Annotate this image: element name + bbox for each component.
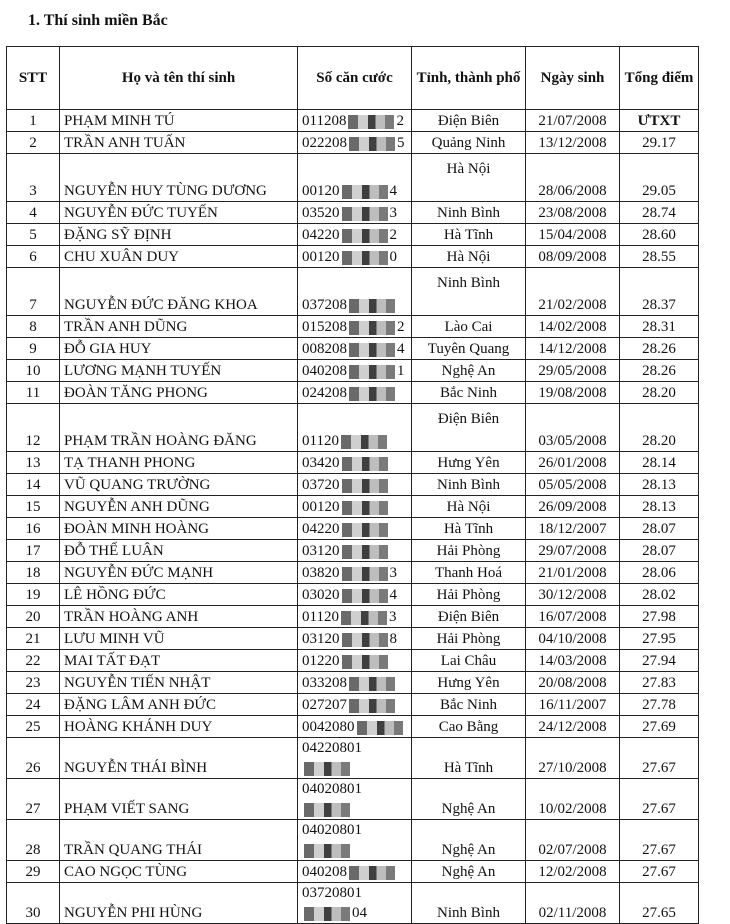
row-score: 28.13: [620, 496, 699, 518]
row-stt: 17: [7, 540, 60, 562]
id-suffix: 2: [397, 319, 405, 335]
row-stt: 14: [7, 474, 60, 496]
header-id: Số căn cước: [298, 47, 412, 110]
id-suffix: 0: [389, 249, 397, 265]
redaction-blur: [342, 523, 388, 537]
id-prefix: 033208: [302, 675, 347, 691]
table-row: [7, 779, 699, 820]
row-score: 28.02: [620, 584, 699, 606]
table-row: [7, 694, 699, 716]
row-province: Ninh Bình: [412, 268, 526, 316]
row-dob: 24/12/2008: [526, 716, 620, 738]
row-province: Hà Nội: [412, 154, 526, 202]
row-name: ĐẶNG SỸ ĐỊNH: [60, 224, 298, 246]
redaction-blur: [304, 844, 350, 858]
id-prefix: 01120: [302, 609, 339, 625]
row-stt: 6: [7, 246, 60, 268]
row-id-number: [298, 779, 412, 820]
row-dob: 27/10/2008: [526, 738, 620, 779]
row-id-number: [298, 338, 412, 360]
table-row: [7, 474, 699, 496]
row-stt: 26: [7, 738, 60, 779]
row-dob: 18/12/2007: [526, 518, 620, 540]
row-province: Hà Tĩnh: [412, 518, 526, 540]
redaction-blur: [342, 479, 388, 493]
id-prefix: 040208: [302, 363, 347, 379]
row-dob: 04/10/2008: [526, 628, 620, 650]
id-suffix: 2: [396, 113, 404, 129]
redaction-blur: [342, 229, 388, 243]
redaction-blur: [341, 611, 387, 625]
row-id-number: [298, 474, 412, 496]
header-name: Họ và tên thí sinh: [60, 47, 298, 110]
row-stt: 5: [7, 224, 60, 246]
row-score: 27.69: [620, 716, 699, 738]
row-id-number: [298, 883, 412, 924]
table-row: [7, 202, 699, 224]
row-id-number: [298, 562, 412, 584]
row-dob: 08/09/2008: [526, 246, 620, 268]
row-name: VŨ QUANG TRƯỜNG: [60, 474, 298, 496]
row-id-number: [298, 110, 412, 132]
row-province: Hà Tĩnh: [412, 738, 526, 779]
row-stt: 25: [7, 716, 60, 738]
row-dob: 14/02/2008: [526, 316, 620, 338]
row-province: Ninh Bình: [412, 202, 526, 224]
row-stt: 29: [7, 861, 60, 883]
redaction-blur: [342, 633, 388, 647]
row-dob: 12/02/2008: [526, 861, 620, 883]
redaction-blur: [349, 866, 395, 880]
row-name: ĐỖ THẾ LUÂN: [60, 540, 298, 562]
row-score: 28.26: [620, 338, 699, 360]
id-prefix: 024208: [302, 385, 347, 401]
redaction-blur: [349, 137, 395, 151]
row-id-number: [298, 694, 412, 716]
row-stt: 19: [7, 584, 60, 606]
row-name: PHẠM MINH TÚ: [60, 110, 298, 132]
row-score: 29.05: [620, 154, 699, 202]
id-prefix: 015208: [302, 319, 347, 335]
row-dob: 30/12/2008: [526, 584, 620, 606]
row-dob: 26/09/2008: [526, 496, 620, 518]
row-id-number: [298, 202, 412, 224]
row-name: NGUYỄN ĐỨC ĐĂNG KHOA: [60, 268, 298, 316]
table-row: [7, 820, 699, 861]
row-score: 28.60: [620, 224, 699, 246]
id-suffix: 4: [389, 183, 397, 199]
row-dob: 28/06/2008: [526, 154, 620, 202]
row-dob: 23/08/2008: [526, 202, 620, 224]
row-stt: 3: [7, 154, 60, 202]
row-name: ĐỖ GIA HUY: [60, 338, 298, 360]
row-score: 28.06: [620, 562, 699, 584]
redaction-blur: [304, 907, 350, 921]
row-dob: 21/02/2008: [526, 268, 620, 316]
row-stt: 18: [7, 562, 60, 584]
table-row: [7, 861, 699, 883]
table-header-row: [7, 47, 699, 110]
redaction-blur: [349, 343, 395, 357]
table-row: [7, 716, 699, 738]
row-province: Điện Biên: [412, 606, 526, 628]
redaction-blur: [304, 762, 350, 776]
redaction-blur: [349, 299, 395, 313]
row-id-number: [298, 316, 412, 338]
row-name: MAI TẤT ĐẠT: [60, 650, 298, 672]
row-stt: 12: [7, 404, 60, 452]
row-name: LÊ HỒNG ĐỨC: [60, 584, 298, 606]
row-stt: 27: [7, 779, 60, 820]
id-prefix: 037208: [302, 297, 347, 313]
row-dob: 29/07/2008: [526, 540, 620, 562]
row-dob: 26/01/2008: [526, 452, 620, 474]
row-province: Điện Biên: [412, 404, 526, 452]
id-prefix: 00120: [302, 183, 340, 199]
row-score: 27.67: [620, 861, 699, 883]
row-score: 28.13: [620, 474, 699, 496]
table-row: [7, 382, 699, 404]
row-province: Bắc Ninh: [412, 382, 526, 404]
row-score: 27.78: [620, 694, 699, 716]
table-row: [7, 404, 699, 452]
row-stt: 1: [7, 110, 60, 132]
row-score: 27.67: [620, 779, 699, 820]
header-score: Tổng điểm: [620, 47, 699, 110]
row-stt: 28: [7, 820, 60, 861]
redaction-blur: [349, 677, 395, 691]
row-id-number: [298, 861, 412, 883]
table-row: [7, 316, 699, 338]
id-prefix: 00120: [302, 249, 340, 265]
row-score: 28.55: [620, 246, 699, 268]
row-dob: 02/07/2008: [526, 820, 620, 861]
row-name: ĐOÀN TĂNG PHONG: [60, 382, 298, 404]
row-stt: 2: [7, 132, 60, 154]
row-name: PHẠM TRẦN HOÀNG ĐĂNG: [60, 404, 298, 452]
row-stt: 13: [7, 452, 60, 474]
row-dob: 29/05/2008: [526, 360, 620, 382]
id-prefix: 03820: [302, 565, 340, 581]
row-province: Điện Biên: [412, 110, 526, 132]
row-stt: 8: [7, 316, 60, 338]
header-stt: STT: [7, 47, 60, 110]
id-prefix: 011208: [302, 113, 347, 129]
row-score: 28.07: [620, 540, 699, 562]
redaction-blur: [342, 207, 388, 221]
table-row: [7, 738, 699, 779]
redaction-blur: [342, 185, 388, 199]
row-name: NGUYỄN HUY TÙNG DƯƠNG: [60, 154, 298, 202]
row-name: TRẦN QUANG THÁI: [60, 820, 298, 861]
id-suffix: 8: [389, 631, 397, 647]
row-id-number: [298, 518, 412, 540]
row-province: Hưng Yên: [412, 672, 526, 694]
redaction-blur: [349, 365, 395, 379]
row-stt: 20: [7, 606, 60, 628]
row-name: TRẦN ANH DŨNG: [60, 316, 298, 338]
row-score: 28.20: [620, 404, 699, 452]
row-province: Hà Nội: [412, 246, 526, 268]
row-name: NGUYỄN PHI HÙNG: [60, 883, 298, 924]
row-dob: 16/07/2008: [526, 606, 620, 628]
id-prefix: 03120: [302, 631, 340, 647]
row-score: 27.65: [620, 883, 699, 924]
row-id-number: [298, 246, 412, 268]
row-id-number: [298, 154, 412, 202]
row-score: 27.98: [620, 606, 699, 628]
row-dob: 03/05/2008: [526, 404, 620, 452]
id-prefix: 03120: [302, 543, 340, 559]
redaction-blur: [348, 115, 394, 129]
row-stt: 4: [7, 202, 60, 224]
redaction-blur: [349, 321, 395, 335]
table-row: [7, 883, 699, 924]
table-row: [7, 224, 699, 246]
table-row: [7, 154, 699, 202]
id-suffix: 3: [389, 565, 397, 581]
row-dob: 02/11/2008: [526, 883, 620, 924]
row-province: Ninh Bình: [412, 883, 526, 924]
row-dob: 15/04/2008: [526, 224, 620, 246]
table-row: [7, 246, 699, 268]
row-score: 27.94: [620, 650, 699, 672]
table-row: [7, 452, 699, 474]
redaction-blur: [357, 721, 403, 735]
row-name: NGUYỄN THÁI BÌNH: [60, 738, 298, 779]
row-score: 29.17: [620, 132, 699, 154]
row-province: Hà Tĩnh: [412, 224, 526, 246]
redaction-blur: [349, 387, 395, 401]
table-row: [7, 360, 699, 382]
row-stt: 9: [7, 338, 60, 360]
row-province: Hà Nội: [412, 496, 526, 518]
table-row: [7, 540, 699, 562]
row-dob: 16/11/2007: [526, 694, 620, 716]
row-dob: 05/05/2008: [526, 474, 620, 496]
id-prefix: 04020801: [302, 781, 362, 797]
id-suffix: 1: [397, 363, 405, 379]
row-score: 28.74: [620, 202, 699, 224]
row-province: Nghệ An: [412, 820, 526, 861]
table-body: [7, 110, 699, 924]
redaction-blur: [342, 501, 388, 515]
table-row: [7, 338, 699, 360]
row-id-number: [298, 224, 412, 246]
row-name: CAO NGỌC TÙNG: [60, 861, 298, 883]
row-id-number: [298, 382, 412, 404]
id-prefix: 0042080: [302, 719, 355, 735]
id-suffix: 5: [397, 135, 405, 151]
table-row: [7, 584, 699, 606]
table-row: [7, 672, 699, 694]
row-score: 28.07: [620, 518, 699, 540]
id-prefix: 03720: [302, 477, 340, 493]
row-name: TẠ THANH PHONG: [60, 452, 298, 474]
row-score: 27.67: [620, 738, 699, 779]
row-score: 28.20: [620, 382, 699, 404]
row-province: Nghệ An: [412, 779, 526, 820]
redaction-blur: [304, 803, 350, 817]
table-row: [7, 268, 699, 316]
id-prefix: 03420: [302, 455, 340, 471]
header-dob: Ngày sinh: [526, 47, 620, 110]
row-dob: 10/02/2008: [526, 779, 620, 820]
redaction-blur: [342, 589, 388, 603]
redaction-blur: [342, 457, 388, 471]
header-province: Tỉnh, thành phố: [412, 47, 526, 110]
row-province: Nghệ An: [412, 360, 526, 382]
row-id-number: [298, 540, 412, 562]
row-stt: 30: [7, 883, 60, 924]
id-prefix: 04220801: [302, 740, 362, 756]
redaction-blur: [349, 699, 395, 713]
id-prefix: 008208: [302, 341, 347, 357]
row-province: Cao Bằng: [412, 716, 526, 738]
id-suffix: 04: [352, 905, 367, 921]
redaction-blur: [342, 567, 388, 581]
row-name: LƯƠNG MẠNH TUYẾN: [60, 360, 298, 382]
id-prefix: 03520: [302, 205, 340, 221]
row-id-number: [298, 628, 412, 650]
table-row: [7, 650, 699, 672]
row-id-number: [298, 672, 412, 694]
table-row: [7, 562, 699, 584]
row-province: Quảng Ninh: [412, 132, 526, 154]
row-province: Hải Phòng: [412, 584, 526, 606]
row-stt: 22: [7, 650, 60, 672]
row-score: ƯTXT: [620, 110, 699, 132]
row-stt: 15: [7, 496, 60, 518]
id-suffix: 2: [389, 227, 397, 243]
row-province: Lào Cai: [412, 316, 526, 338]
row-score: 27.83: [620, 672, 699, 694]
redaction-blur: [341, 435, 387, 449]
section-title: 1. Thí sinh miền Bắc: [28, 12, 168, 29]
row-dob: 21/01/2008: [526, 562, 620, 584]
row-name: ĐOÀN MINH HOÀNG: [60, 518, 298, 540]
table-row: [7, 132, 699, 154]
row-id-number: [298, 132, 412, 154]
id-suffix: 4: [397, 341, 405, 357]
id-prefix: 01120: [302, 433, 339, 449]
row-score: 27.95: [620, 628, 699, 650]
table-row: [7, 110, 699, 132]
row-name: CHU XUÂN DUY: [60, 246, 298, 268]
row-stt: 11: [7, 382, 60, 404]
id-prefix: 04020801: [302, 822, 362, 838]
id-prefix: 027207: [302, 697, 347, 713]
redaction-blur: [342, 251, 388, 265]
id-suffix: 3: [389, 205, 397, 221]
row-province: Bắc Ninh: [412, 694, 526, 716]
table-row: [7, 606, 699, 628]
row-id-number: [298, 650, 412, 672]
row-id-number: [298, 738, 412, 779]
row-id-number: [298, 584, 412, 606]
row-score: 28.31: [620, 316, 699, 338]
row-dob: 13/12/2008: [526, 132, 620, 154]
redaction-blur: [342, 655, 388, 669]
row-stt: 10: [7, 360, 60, 382]
row-id-number: [298, 360, 412, 382]
row-stt: 24: [7, 694, 60, 716]
row-province: Hải Phòng: [412, 540, 526, 562]
table-row: [7, 628, 699, 650]
id-suffix: 4: [389, 587, 397, 603]
candidate-table: [6, 46, 699, 924]
id-prefix: 01220: [302, 653, 340, 669]
redaction-blur: [342, 545, 388, 559]
row-province: Ninh Bình: [412, 474, 526, 496]
row-id-number: [298, 716, 412, 738]
row-province: Lai Châu: [412, 650, 526, 672]
id-suffix: 3: [388, 609, 397, 625]
row-name: NGUYỄN ĐỨC TUYẾN: [60, 202, 298, 224]
id-prefix: 04220: [302, 227, 340, 243]
row-id-number: [298, 820, 412, 861]
table-row: [7, 518, 699, 540]
row-dob: 19/08/2008: [526, 382, 620, 404]
row-name: ĐẶNG LÂM ANH ĐỨC: [60, 694, 298, 716]
row-name: TRẦN ANH TUẤN: [60, 132, 298, 154]
row-name: NGUYỄN ĐỨC MẠNH: [60, 562, 298, 584]
row-id-number: [298, 404, 412, 452]
row-score: 28.14: [620, 452, 699, 474]
id-prefix: 040208: [302, 864, 347, 880]
row-name: TRẦN HOÀNG ANH: [60, 606, 298, 628]
row-name: HOÀNG KHÁNH DUY: [60, 716, 298, 738]
row-dob: 14/03/2008: [526, 650, 620, 672]
row-stt: 21: [7, 628, 60, 650]
row-province: Hưng Yên: [412, 452, 526, 474]
row-province: Hải Phòng: [412, 628, 526, 650]
row-stt: 16: [7, 518, 60, 540]
id-prefix: 022208: [302, 135, 347, 151]
row-dob: 20/08/2008: [526, 672, 620, 694]
row-province: Thanh Hoá: [412, 562, 526, 584]
row-id-number: [298, 496, 412, 518]
row-id-number: [298, 606, 412, 628]
row-id-number: [298, 452, 412, 474]
row-id-number: [298, 268, 412, 316]
id-prefix: 04220: [302, 521, 340, 537]
row-stt: 7: [7, 268, 60, 316]
row-name: NGUYỄN ANH DŨNG: [60, 496, 298, 518]
id-prefix: 03020: [302, 587, 340, 603]
id-prefix: 03720801: [302, 885, 362, 901]
row-stt: 23: [7, 672, 60, 694]
row-province: Nghệ An: [412, 861, 526, 883]
row-dob: 21/07/2008: [526, 110, 620, 132]
row-score: 28.37: [620, 268, 699, 316]
id-prefix: 00120: [302, 499, 340, 515]
table-row: [7, 496, 699, 518]
row-name: LƯU MINH VŨ: [60, 628, 298, 650]
row-name: NGUYỄN TIẾN NHẬT: [60, 672, 298, 694]
row-score: 28.26: [620, 360, 699, 382]
row-name: PHẠM VIẾT SANG: [60, 779, 298, 820]
row-province: Tuyên Quang: [412, 338, 526, 360]
row-score: 27.67: [620, 820, 699, 861]
row-dob: 14/12/2008: [526, 338, 620, 360]
